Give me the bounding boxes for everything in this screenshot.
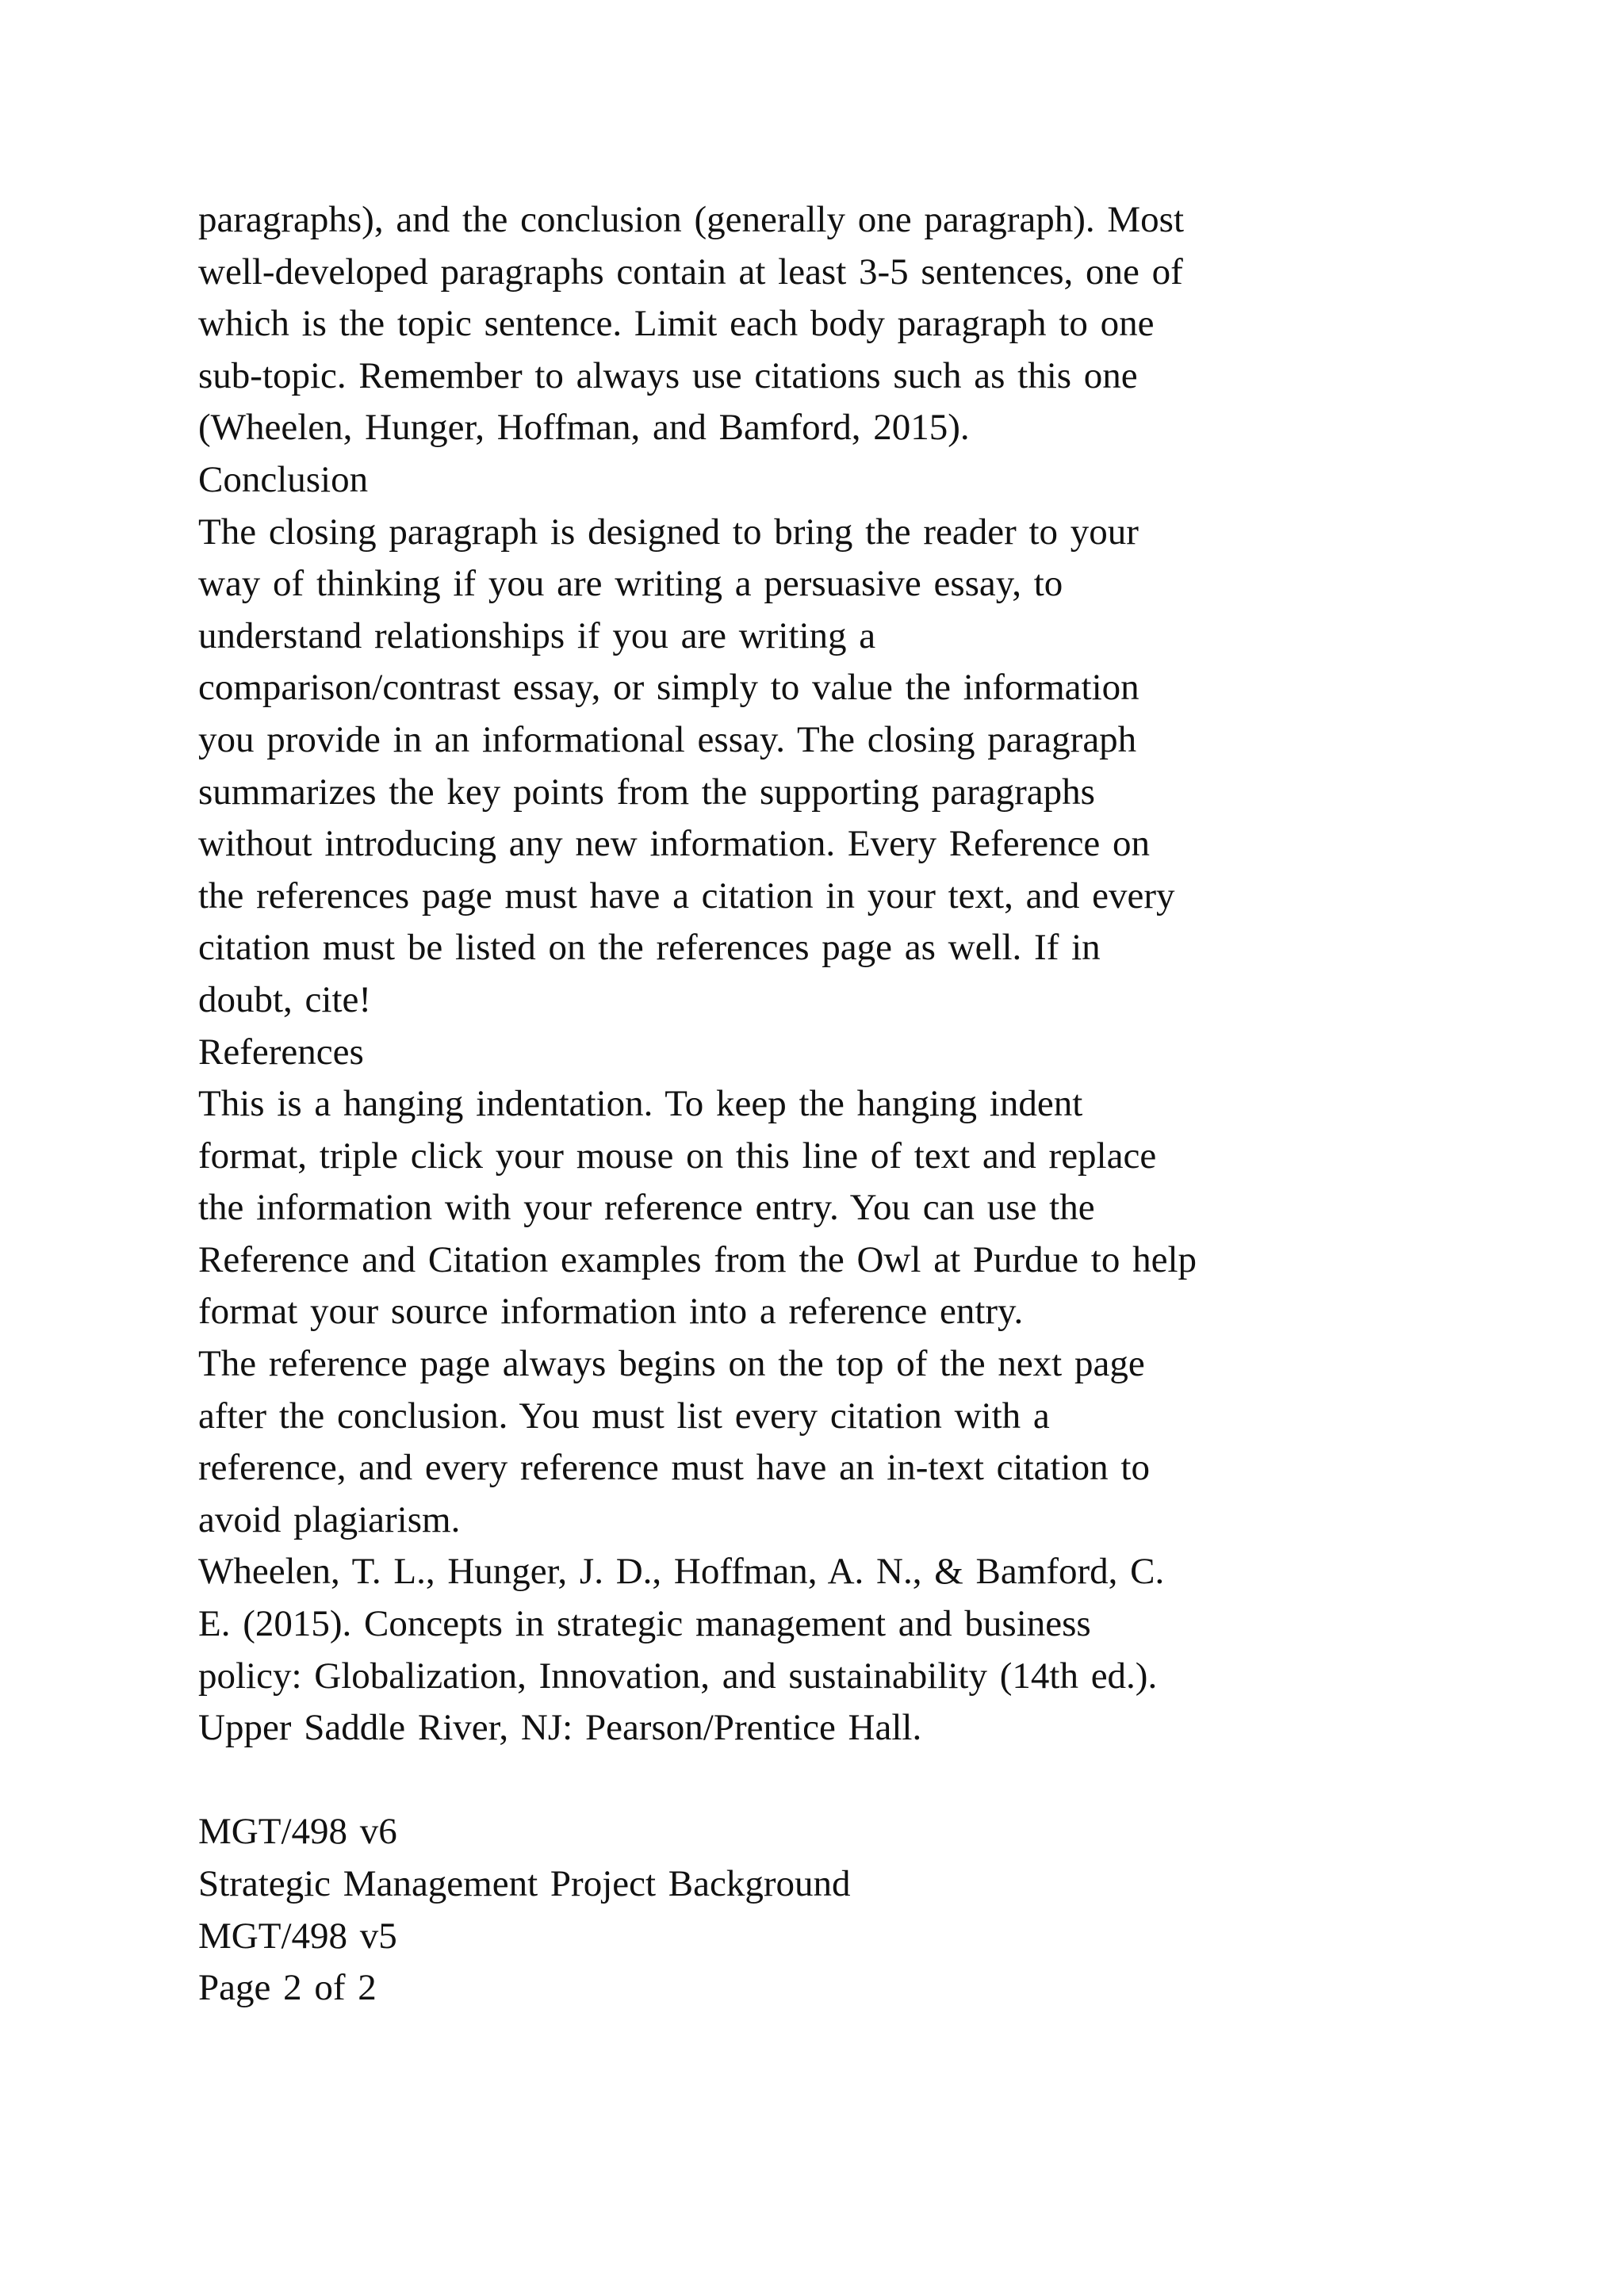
body-text-line: without introducing any new information. Every Reference on (198, 823, 1151, 865)
footer-course-code: MGT/498 v5 (198, 1915, 397, 1957)
body-text-line: reference, and every reference must have an in-text citation to (198, 1447, 1150, 1489)
blank-line (198, 1755, 1507, 1807)
reference-entry-line: Wheelen, T. L., Hunger, J. D., Hoffman, A. N., & Bamford, C. (198, 1551, 1165, 1593)
body-text-line: which is the topic sentence. Limit each body paragraph to one (198, 303, 1155, 345)
body-text-line: sub-topic. Remember to always use citations such as this one (198, 354, 1138, 396)
body-text-line: well-developed paragraphs contain at least 3-5 sentences, one of (198, 251, 1183, 293)
body-text-line: format your source information into a reference entry. (198, 1291, 1024, 1333)
reference-entry-line: Upper Saddle River, NJ: Pearson/Prentice Hall. (198, 1707, 922, 1749)
body-text-line: The reference page always begins on the top of the next page (198, 1343, 1145, 1385)
body-text-line: avoid plagiarism. (198, 1498, 461, 1540)
body-text-line: paragraphs), and the conclusion (generally one paragraph). Most (198, 199, 1185, 240)
body-text-line: the references page must have a citation in your text, and every (198, 874, 1175, 916)
section-heading-conclusion: Conclusion (198, 458, 369, 500)
body-text-line: (Wheelen, Hunger, Hoffman, and Bamford, 2015). (198, 407, 970, 449)
reference-entry-line: E. (2015). Concepts in strategic management and business (198, 1603, 1091, 1645)
footer-page-number: Page 2 of 2 (198, 1967, 377, 2009)
body-text-line: doubt, cite! (198, 978, 372, 1020)
body-text-line: summarizes the key points from the supporting paragraphs (198, 771, 1095, 813)
body-text-line: way of thinking if you are writing a persuasive essay, to (198, 563, 1063, 605)
section-heading-references: References (198, 1031, 364, 1073)
footer-course-code: MGT/498 v6 (198, 1811, 397, 1853)
body-text-line: comparison/contrast essay, or simply to value the information (198, 667, 1139, 709)
reference-entry-line: policy: Globalization, Innovation, and sustainability (14th ed.). (198, 1655, 1158, 1697)
body-text-line: Reference and Citation examples from the Owl at Purdue to help (198, 1238, 1197, 1280)
body-text-line: This is a hanging indentation. To keep the hanging indent (198, 1083, 1083, 1125)
footer-document-title: Strategic Management Project Background (198, 1863, 851, 1904)
body-text-line: you provide in an informational essay. The closing paragraph (198, 718, 1137, 760)
document-body (198, 194, 1507, 2015)
body-text-line: The closing paragraph is designed to bring the reader to your (198, 511, 1139, 553)
body-text-line: format, triple click your mouse on this line of text and replace (198, 1135, 1157, 1177)
body-text-line: after the conclusion. You must list every citation with a (198, 1395, 1050, 1437)
body-text-line: the information with your reference entry. You can use the (198, 1187, 1095, 1229)
body-text-line: understand relationships if you are writing a (198, 614, 876, 656)
body-text-line: citation must be listed on the references page as well. If in (198, 927, 1101, 969)
